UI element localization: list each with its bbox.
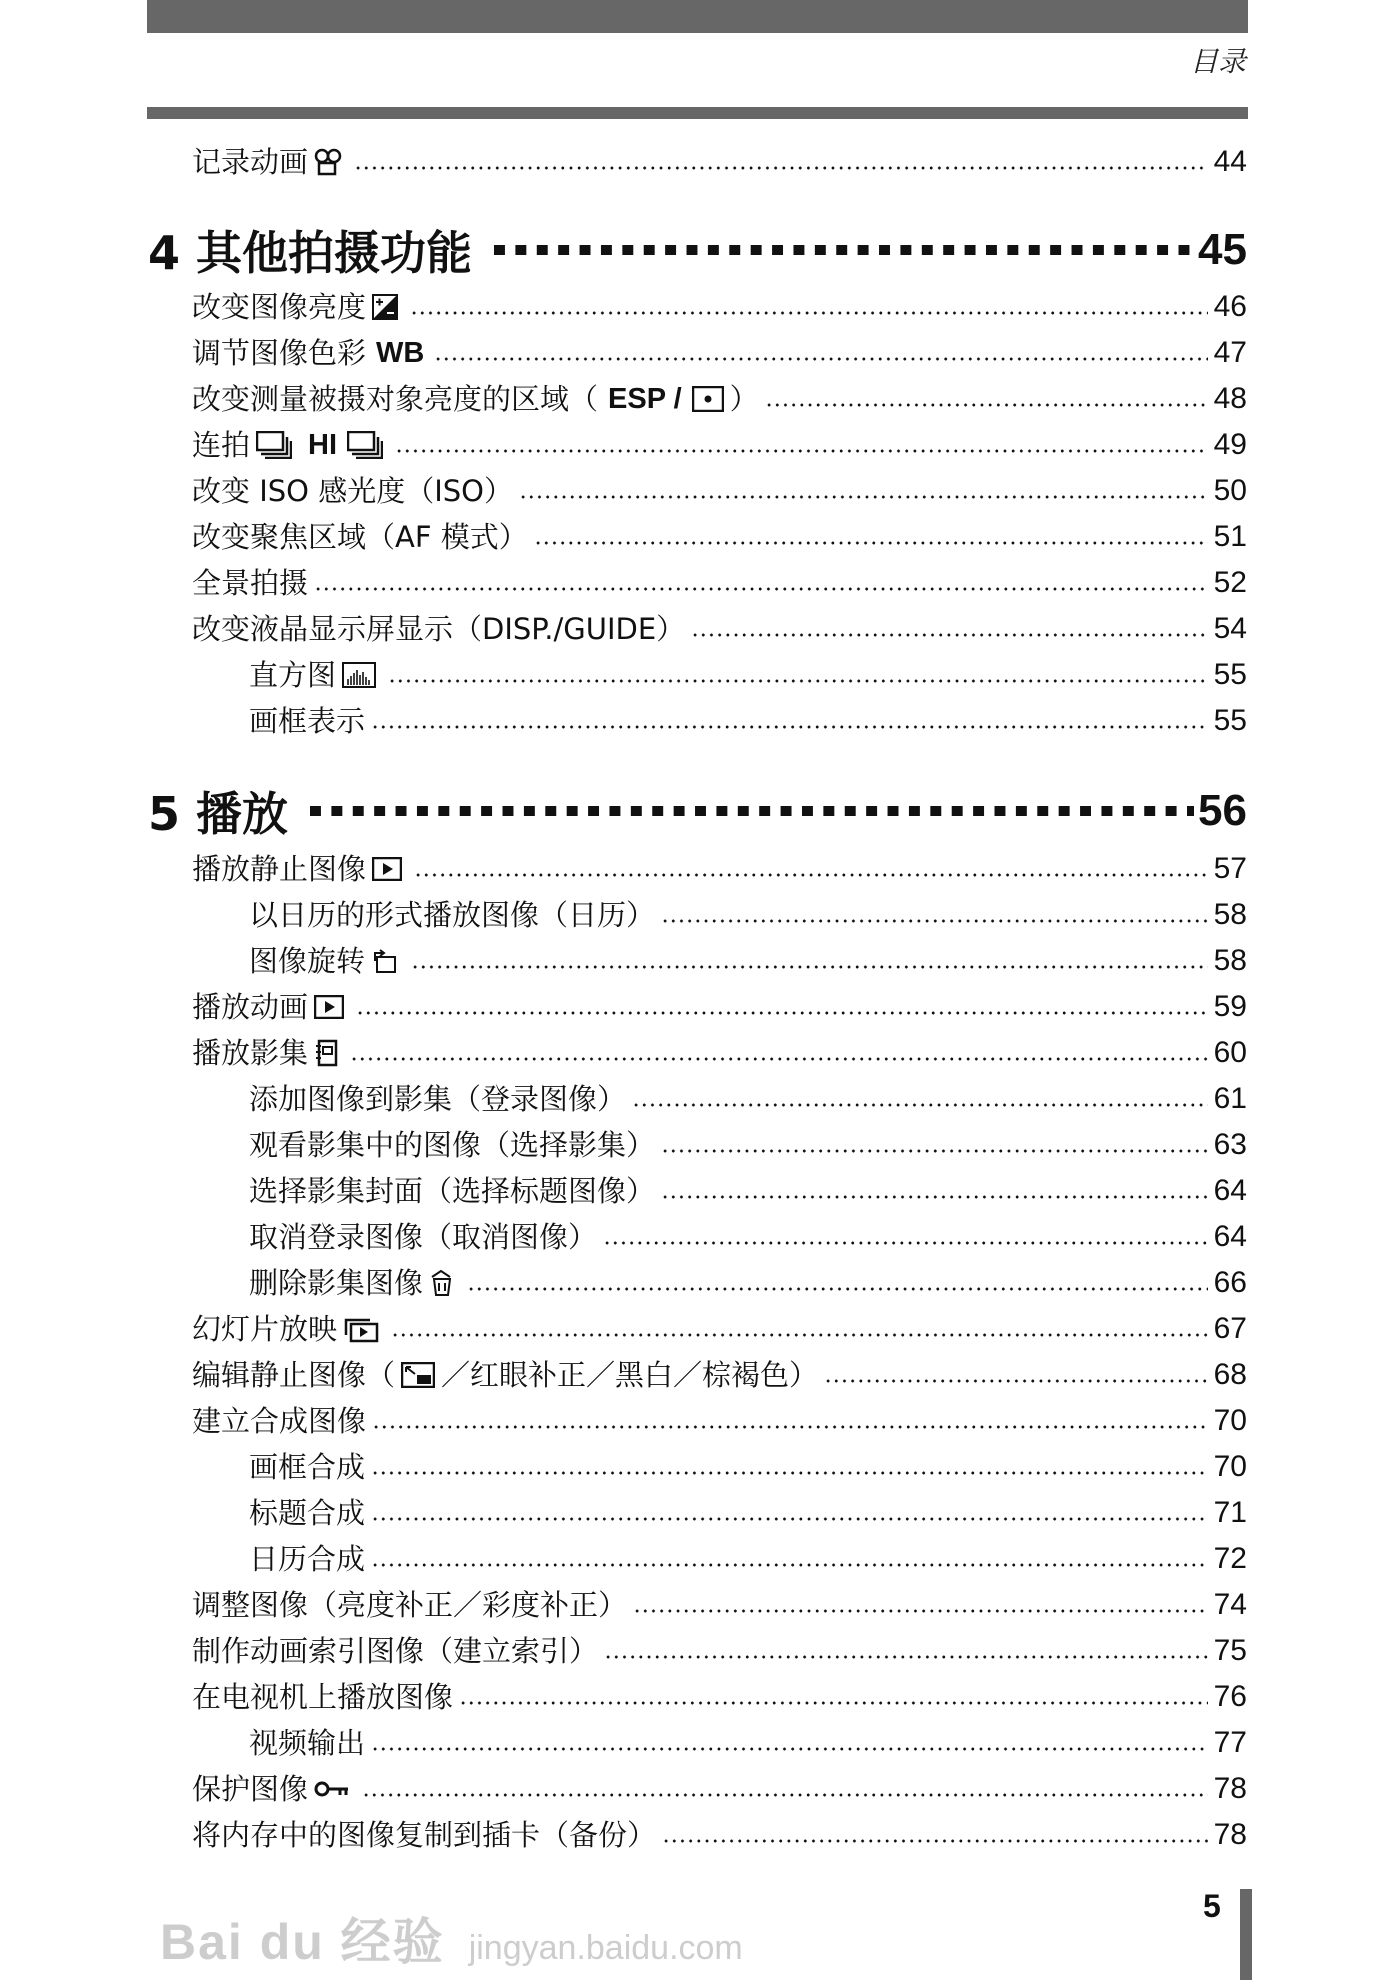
key-icon [314, 1779, 350, 1799]
dot-leader [388, 679, 1208, 683]
page-number: 50 [1213, 474, 1247, 507]
page-number: 57 [1213, 852, 1247, 885]
page-number: 71 [1213, 1496, 1247, 1529]
entry-title: 幻灯片放映 [192, 1312, 338, 1346]
toc-entry[interactable] [0, 984, 1392, 1030]
dash-leader [494, 245, 1194, 255]
watermark-logo-text: Bai du 经验 [160, 1914, 445, 1970]
dot-leader [372, 1425, 1208, 1429]
dot-leader [661, 1195, 1208, 1199]
dot-leader [604, 1655, 1208, 1659]
dot-leader [434, 357, 1207, 361]
entry-title: 画框表示 [249, 704, 366, 738]
page-number: 76 [1213, 1680, 1247, 1713]
page-number: 46 [1213, 290, 1247, 323]
toc-entry[interactable] [0, 1398, 1392, 1444]
dot-leader [371, 1747, 1208, 1751]
entry-symbol-text: WB [376, 337, 425, 369]
page-number: 78 [1213, 1818, 1247, 1851]
page-number: 56 [1198, 786, 1247, 835]
entry-title: 以日历的形式播放图像（日历） [249, 898, 656, 932]
toc-entry[interactable] [0, 1168, 1392, 1214]
dot-leader [395, 449, 1208, 453]
page-number: 55 [1213, 658, 1247, 691]
toc-entry[interactable] [0, 284, 1392, 330]
histogram-icon [342, 662, 376, 688]
dot-leader [459, 1701, 1208, 1705]
chapter-title: 4 其他拍摄功能 [148, 226, 473, 280]
dot-leader [371, 725, 1208, 729]
toc-entry[interactable] [0, 1628, 1392, 1674]
page-number: 75 [1213, 1634, 1247, 1667]
entry-title: 改变液晶显示屏显示（DISP./GUIDE） [192, 612, 686, 646]
page-number: 45 [1198, 225, 1247, 274]
dot-leader [603, 1241, 1208, 1245]
resize-icon [401, 1362, 435, 1388]
page-number: 49 [1213, 428, 1247, 461]
burst-icon [347, 431, 383, 459]
dot-leader [350, 1057, 1208, 1061]
page-number: 44 [1213, 145, 1247, 178]
dot-leader [354, 166, 1208, 170]
toc-entry[interactable] [0, 1812, 1392, 1858]
toc-entry[interactable] [0, 1214, 1392, 1260]
toc-entry[interactable] [0, 938, 1392, 984]
entry-title: 连拍 [192, 428, 251, 462]
toc-entry[interactable] [0, 560, 1392, 606]
play-icon [372, 857, 402, 881]
page-number: 54 [1213, 612, 1247, 645]
slideshow-icon [343, 1315, 379, 1343]
top-header-bar [147, 0, 1248, 33]
entry-title: 观看影集中的图像（选择影集） [249, 1128, 656, 1162]
page-number: 59 [1213, 990, 1247, 1023]
side-tab-marker [1240, 1889, 1252, 1980]
entry-title: 图像旋转 [249, 944, 366, 978]
exposure-icon [372, 294, 398, 320]
entry-title-suffix: ／红眼补正／黑白／棕褐色） [441, 1358, 819, 1392]
entry-title: 在电视机上播放图像 [192, 1680, 454, 1714]
chapter-title: 5 播放 [148, 787, 289, 841]
page-number: 68 [1213, 1358, 1247, 1391]
page-number: 70 [1213, 1450, 1247, 1483]
header-title: 目录 [1189, 45, 1246, 78]
page-number: 70 [1213, 1404, 1247, 1437]
toc-entry[interactable] [0, 1260, 1392, 1306]
entry-title: 直方图 [249, 658, 337, 692]
toc-entry[interactable] [0, 606, 1392, 652]
entry-title: 删除影集图像 [249, 1266, 424, 1300]
dot-leader [391, 1333, 1208, 1337]
watermark-url: jingyan.baidu.com [468, 1929, 743, 1967]
dot-leader [633, 1609, 1208, 1613]
dot-leader [765, 403, 1208, 407]
dot-leader [519, 495, 1208, 499]
toc-entry[interactable] [0, 376, 1392, 422]
toc-entry[interactable] [0, 1306, 1392, 1352]
toc-entry[interactable] [0, 1674, 1392, 1720]
entry-title: 画框合成 [249, 1450, 366, 1484]
entry-title: 选择影集封面（选择标题图像） [249, 1174, 656, 1208]
toc-entry[interactable] [0, 330, 1392, 376]
dot-leader [411, 965, 1208, 969]
table-of-contents [0, 139, 1392, 1858]
page-number: 78 [1213, 1772, 1247, 1805]
page-number: 48 [1213, 382, 1247, 415]
entry-title: 建立合成图像 [192, 1404, 367, 1438]
toc-entry[interactable] [0, 698, 1392, 744]
entry-title: 保护图像 [192, 1772, 309, 1806]
entry-title: 改变测量被摄对象亮度的区域（ [192, 382, 599, 416]
entry-title: 添加图像到影集（登录图像） [249, 1082, 627, 1116]
page-number: 66 [1213, 1266, 1247, 1299]
page-number: 64 [1213, 1220, 1247, 1253]
page-number: 58 [1213, 944, 1247, 977]
dot-leader [691, 633, 1207, 637]
dot-leader [371, 1517, 1208, 1521]
toc-entry[interactable] [0, 1536, 1392, 1582]
toc-entry[interactable] [0, 468, 1392, 514]
dot-leader [824, 1379, 1208, 1383]
toc-entry[interactable] [0, 652, 1392, 698]
page-number: 60 [1213, 1036, 1247, 1069]
toc-entry[interactable] [0, 1076, 1392, 1122]
toc-entry[interactable] [0, 1490, 1392, 1536]
dot-leader [632, 1103, 1208, 1107]
rotate-icon [371, 947, 399, 975]
spot-metering-icon [692, 386, 724, 412]
movie-icon [314, 148, 342, 176]
page-number: 64 [1213, 1174, 1247, 1207]
entry-symbol-text: HI [308, 429, 338, 461]
dot-leader [371, 1471, 1208, 1475]
page-number: 67 [1213, 1312, 1247, 1345]
dot-leader [661, 919, 1208, 923]
chapter-heading[interactable] [0, 220, 1392, 280]
entry-symbol-text: ESP / [608, 383, 682, 415]
dot-leader [467, 1287, 1208, 1291]
page-number: 52 [1213, 566, 1247, 599]
page-number: 55 [1213, 704, 1247, 737]
burst-icon [256, 431, 292, 459]
entry-title: 视频输出 [249, 1726, 366, 1760]
toc-entry[interactable] [0, 139, 1392, 185]
entry-title-suffix: ） [729, 382, 759, 416]
toc-entry[interactable] [0, 422, 1392, 468]
page-number: 51 [1213, 520, 1247, 553]
toc-entry[interactable] [0, 1030, 1392, 1076]
dot-leader [410, 311, 1208, 315]
entry-title: 全景拍摄 [192, 566, 309, 600]
toc-entry[interactable] [0, 514, 1392, 560]
toc-entry[interactable] [0, 892, 1392, 938]
entry-title: 标题合成 [249, 1496, 366, 1530]
page-number: 72 [1213, 1542, 1247, 1575]
dash-leader [310, 806, 1194, 816]
dot-leader [314, 587, 1208, 591]
entry-title: 取消登录图像（取消图像） [249, 1220, 598, 1254]
page-number: 47 [1213, 336, 1247, 369]
page-number: 63 [1213, 1128, 1247, 1161]
entry-title: 编辑静止图像（ [192, 1358, 396, 1392]
entry-title: 调整图像（亮度补正／彩度补正） [192, 1588, 628, 1622]
dot-leader [371, 1563, 1208, 1567]
toc-entry[interactable] [0, 1766, 1392, 1812]
dot-leader [414, 873, 1208, 877]
page-number: 61 [1213, 1082, 1247, 1115]
page-number: 5 [1203, 1888, 1221, 1924]
entry-title: 改变图像亮度 [192, 290, 367, 324]
toc-entry[interactable] [0, 1582, 1392, 1628]
entry-title: 将内存中的图像复制到插卡（备份） [192, 1818, 657, 1852]
entry-title: 日历合成 [249, 1542, 366, 1576]
toc-entry[interactable] [0, 1352, 1392, 1398]
chapter-heading[interactable] [0, 781, 1392, 841]
dot-leader [356, 1011, 1208, 1015]
watermark [160, 1912, 743, 1972]
entry-title: 记录动画 [192, 145, 309, 179]
toc-entry[interactable] [0, 1444, 1392, 1490]
toc-entry[interactable] [0, 846, 1392, 892]
dot-leader [661, 1149, 1208, 1153]
trash-icon [429, 1269, 455, 1297]
entry-title: 改变 ISO 感光度（ISO） [192, 474, 514, 508]
play-icon [314, 995, 344, 1019]
entry-title: 播放影集 [192, 1036, 309, 1070]
entry-title: 改变聚焦区域（AF 模式） [192, 520, 528, 554]
toc-entry[interactable] [0, 1122, 1392, 1168]
page-number: 58 [1213, 898, 1247, 931]
dot-leader [662, 1839, 1208, 1843]
page-number: 77 [1213, 1726, 1247, 1759]
album-icon [314, 1039, 338, 1067]
page-number: 74 [1213, 1588, 1247, 1621]
entry-title: 调节图像色彩 [192, 336, 367, 370]
entry-title: 播放静止图像 [192, 852, 367, 886]
entry-title: 播放动画 [192, 990, 309, 1024]
toc-entry[interactable] [0, 1720, 1392, 1766]
entry-title: 制作动画索引图像（建立索引） [192, 1634, 599, 1668]
dot-leader [534, 541, 1208, 545]
dot-leader [362, 1793, 1208, 1797]
header-divider-bar [147, 107, 1248, 119]
